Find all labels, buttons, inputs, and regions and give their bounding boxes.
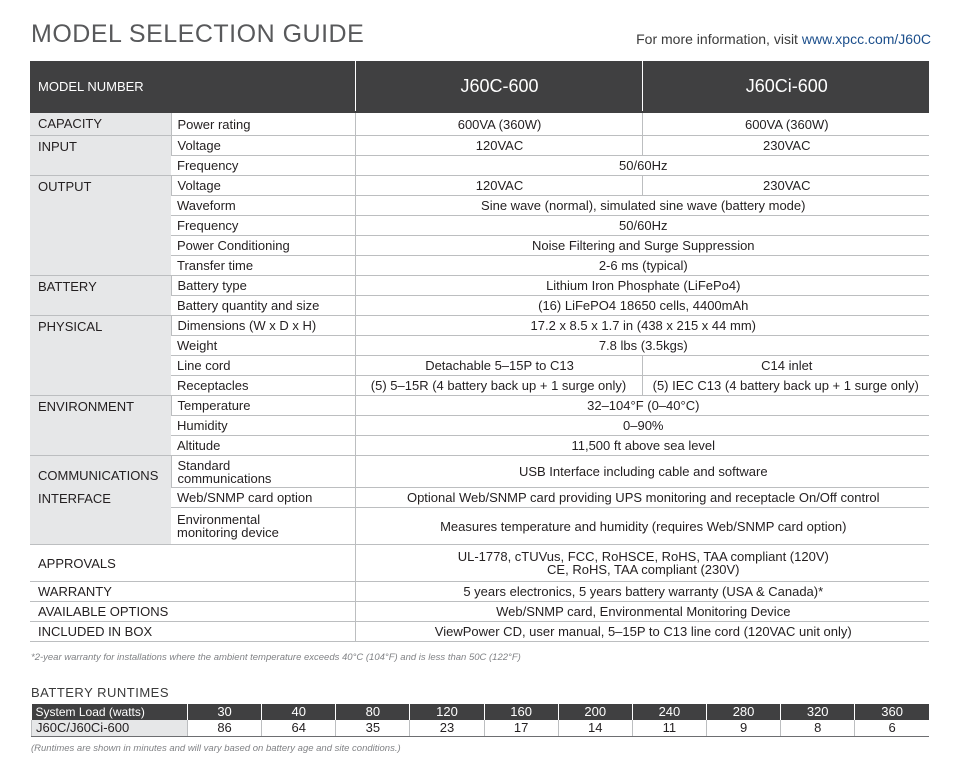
row-warranty — [30, 582, 929, 602]
label-battery-qty: Battery quantity and size — [171, 296, 355, 316]
warranty-footnote: *2-year warranty for installations where the ambient temperature exceeds 40°C (104°F) and is less than 50C (122°F) — [31, 652, 521, 663]
load-cell: 120 — [410, 704, 484, 720]
minutes-cell: 8 — [781, 720, 855, 737]
row-in-box — [30, 622, 929, 642]
output-voltage-b: 230VAC — [642, 176, 929, 196]
row-dimensions — [30, 316, 929, 336]
label-env-monitor-line1: Environmental — [177, 512, 261, 527]
warranty-value: 5 years electronics, 5 years battery warranty (USA & Canada)* — [355, 582, 929, 602]
minutes-cell: 17 — [484, 720, 558, 737]
runtimes-model-label: J60C/J60Ci-600 — [32, 720, 188, 737]
load-cell: 80 — [336, 704, 410, 720]
power-rating-b: 600VA (360W) — [642, 112, 929, 136]
options-value: Web/SNMP card, Environmental Monitoring Device — [355, 602, 929, 622]
dimensions-value: 17.2 x 8.5 x 1.7 in (438 x 215 x 44 mm) — [355, 316, 929, 336]
label-temperature: Temperature — [171, 396, 355, 416]
label-input-voltage: Voltage — [171, 136, 355, 156]
power-conditioning-value: Noise Filtering and Surge Suppression — [355, 236, 929, 256]
approvals-line2: CE, RoHS, TAA compliant (230V) — [547, 562, 740, 577]
minutes-cell: 35 — [336, 720, 410, 737]
minutes-cell: 14 — [558, 720, 632, 737]
output-frequency-value: 50/60Hz — [355, 216, 929, 236]
label-power-conditioning: Power Conditioning — [171, 236, 355, 256]
minutes-cell: 9 — [706, 720, 780, 737]
label-approvals: APPROVALS — [30, 545, 355, 582]
label-altitude: Altitude — [171, 436, 355, 456]
label-receptacles: Receptacles — [171, 376, 355, 396]
runtimes-load-row — [32, 704, 930, 720]
waveform-value: Sine wave (normal), simulated sine wave (battery mode) — [355, 196, 929, 216]
label-power-rating: Power rating — [171, 112, 355, 136]
label-line-cord: Line cord — [171, 356, 355, 376]
load-cell: 240 — [632, 704, 706, 720]
label-std-comms — [171, 456, 355, 488]
cat-environment: ENVIRONMENT — [30, 396, 171, 456]
cat-output: OUTPUT — [30, 176, 171, 276]
label-std-comms-line1: Standard — [177, 457, 231, 473]
battery-qty-value: (16) LiFePO4 18650 cells, 4400mAh — [355, 296, 929, 316]
minutes-cell: 11 — [632, 720, 706, 737]
approvals-line1: UL-1778, cTUVus, FCC, RoHSCE, RoHS, TAA compliant (120V) — [457, 549, 829, 564]
row-std-comms — [30, 456, 929, 488]
cat-input: INPUT — [30, 136, 171, 176]
row-power-rating — [30, 112, 929, 136]
runtimes-load-label: System Load (watts) — [32, 704, 188, 720]
cat-battery: BATTERY — [30, 276, 171, 316]
load-cell: 160 — [484, 704, 558, 720]
row-battery-type — [30, 276, 929, 296]
label-input-frequency: Frequency — [171, 156, 355, 176]
info-prefix: For more information, visit — [636, 31, 802, 47]
label-humidity: Humidity — [171, 416, 355, 436]
cat-communications — [30, 456, 171, 545]
runtimes-table — [31, 704, 929, 737]
output-voltage-a: 120VAC — [355, 176, 642, 196]
transfer-time-value: 2-6 ms (typical) — [355, 256, 929, 276]
cat-communications-line2: INTERFACE — [38, 491, 111, 506]
input-frequency-value: 50/60Hz — [355, 156, 929, 176]
runtimes-title: BATTERY RUNTIMES — [31, 685, 170, 700]
receptacles-b: (5) IEC C13 (4 battery back up + 1 surge only) — [642, 376, 929, 396]
spec-header-row — [30, 61, 929, 112]
weight-value: 7.8 lbs (3.5kgs) — [355, 336, 929, 356]
label-warranty: WARRANTY — [30, 582, 355, 602]
label-std-comms-line2: communications — [177, 470, 272, 486]
page-title: MODEL SELECTION GUIDE — [31, 20, 365, 48]
label-transfer-time: Transfer time — [171, 256, 355, 276]
std-comms-value: USB Interface including cable and software — [355, 456, 929, 488]
snmp-value: Optional Web/SNMP card providing UPS monitoring and receptacle On/Off control — [355, 488, 929, 508]
load-cell: 40 — [262, 704, 336, 720]
temperature-value: 32–104°F (0–40°C) — [355, 396, 929, 416]
label-snmp: Web/SNMP card option — [171, 488, 355, 508]
label-waveform: Waveform — [171, 196, 355, 216]
env-monitor-value: Measures temperature and humidity (requires Web/SNMP card option) — [355, 508, 929, 545]
runtimes-minutes-row — [32, 720, 930, 737]
power-rating-a: 600VA (360W) — [355, 112, 642, 136]
humidity-value: 0–90% — [355, 416, 929, 436]
label-env-monitor-line2: monitoring device — [177, 525, 279, 540]
load-cell: 280 — [706, 704, 780, 720]
model-number-label: MODEL NUMBER — [30, 61, 355, 112]
label-output-voltage: Voltage — [171, 176, 355, 196]
load-cell: 30 — [188, 704, 262, 720]
label-in-box: INCLUDED IN BOX — [30, 622, 355, 642]
minutes-cell: 6 — [855, 720, 929, 737]
label-options: AVAILABLE OPTIONS — [30, 602, 355, 622]
row-approvals — [30, 545, 929, 582]
in-box-value: ViewPower CD, user manual, 5–15P to C13 line cord (120VAC unit only) — [355, 622, 929, 642]
label-output-frequency: Frequency — [171, 216, 355, 236]
model-b-header: J60Ci-600 — [642, 61, 929, 112]
battery-type-value: Lithium Iron Phosphate (LiFePo4) — [355, 276, 929, 296]
cat-physical: PHYSICAL — [30, 316, 171, 396]
label-battery-type: Battery type — [171, 276, 355, 296]
label-env-monitor — [171, 508, 355, 545]
cat-capacity: CAPACITY — [30, 112, 171, 136]
label-weight: Weight — [171, 336, 355, 356]
row-input-voltage — [30, 136, 929, 156]
load-cell: 200 — [558, 704, 632, 720]
load-cell: 360 — [855, 704, 929, 720]
row-temperature — [30, 396, 929, 416]
line-cord-a: Detachable 5–15P to C13 — [355, 356, 642, 376]
minutes-cell: 23 — [410, 720, 484, 737]
cat-communications-line1: COMMUNICATIONS — [38, 468, 159, 483]
minutes-cell: 64 — [262, 720, 336, 737]
input-voltage-a: 120VAC — [355, 136, 642, 156]
spec-table — [30, 61, 929, 642]
receptacles-a: (5) 5–15R (4 battery back up + 1 surge only) — [355, 376, 642, 396]
label-dimensions: Dimensions (W x D x H) — [171, 316, 355, 336]
load-cell: 320 — [781, 704, 855, 720]
approvals-value — [355, 545, 929, 582]
altitude-value: 11,500 ft above sea level — [355, 436, 929, 456]
minutes-cell: 86 — [188, 720, 262, 737]
row-options — [30, 602, 929, 622]
runtimes-footnote: (Runtimes are shown in minutes and will vary based on battery age and site conditions.) — [31, 743, 401, 754]
row-output-voltage — [30, 176, 929, 196]
model-a-header: J60C-600 — [355, 61, 642, 112]
info-link[interactable]: www.xpcc.com/J60C — [801, 31, 931, 47]
line-cord-b: C14 inlet — [642, 356, 929, 376]
input-voltage-b: 230VAC — [642, 136, 929, 156]
more-info-text — [636, 31, 931, 47]
